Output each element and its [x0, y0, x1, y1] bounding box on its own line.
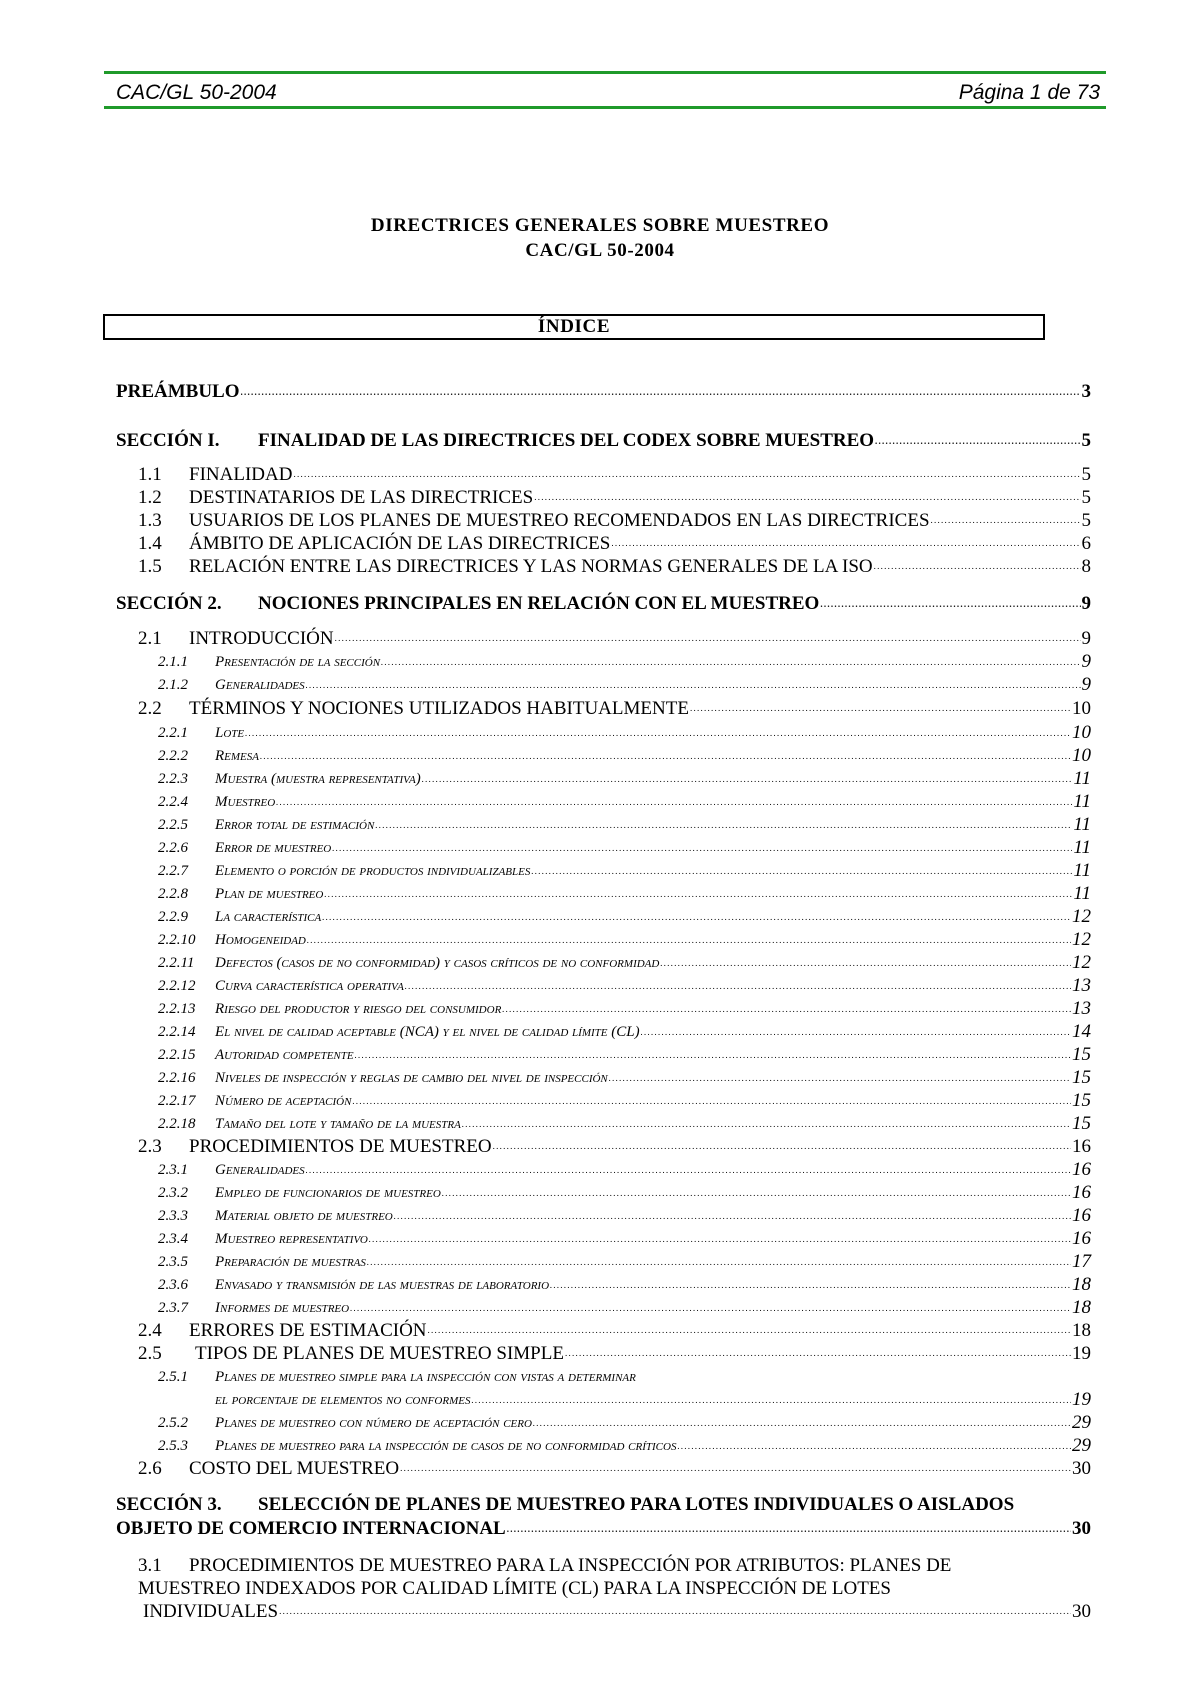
toc-entry-2-2-12[interactable]	[158, 975, 1091, 997]
toc-entry-text: Lote	[215, 725, 245, 741]
toc-number: 2.1	[138, 628, 162, 649]
toc-entry-text: NOCIONES PRINCIPALES EN RELACIÓN CON EL MUESTREO	[258, 593, 820, 614]
toc-page: 12	[1072, 906, 1091, 927]
toc-page: 15	[1072, 1044, 1091, 1065]
toc-number: 2.2	[138, 698, 162, 719]
toc-number: 2.5	[138, 1343, 162, 1364]
toc-page: 11	[1073, 883, 1091, 904]
toc-page: 30	[1072, 1601, 1091, 1622]
toc-entry-text: Muestreo	[215, 794, 276, 810]
toc-number: 2.2.8	[158, 886, 188, 902]
toc-entry-text: SELECCIÓN DE PLANES DE MUESTREO PARA LOTES INDIVIDUALES O AISLADOS	[258, 1494, 1015, 1515]
toc-number: 2.2.2	[158, 748, 188, 764]
toc-entry-text: Informes de muestreo	[215, 1300, 350, 1316]
toc-number: 1.5	[138, 556, 162, 577]
toc-section-number: SECCIÓN 3.	[116, 1494, 222, 1515]
toc-entry-preambulo[interactable]	[116, 380, 1091, 404]
toc-page: 9	[1081, 651, 1091, 672]
toc-section-number: SECCIÓN I.	[116, 430, 220, 451]
toc-page: 11	[1073, 860, 1091, 881]
toc-page: 16	[1072, 1159, 1091, 1180]
toc-entry-text: Planes de muestreo con número de aceptación cero	[215, 1415, 532, 1431]
toc-entry-seccion-1[interactable]	[116, 429, 1091, 453]
toc-entry-seccion-3-line1[interactable]	[116, 1493, 1091, 1517]
toc-page: 16	[1072, 1205, 1091, 1226]
toc-entry-2-2-2[interactable]	[158, 745, 1091, 767]
toc-number: 2.5.1	[158, 1369, 188, 1385]
toc-page: 11	[1073, 791, 1091, 812]
toc-leader	[422, 775, 1073, 790]
toc-number: 2.3.7	[158, 1300, 188, 1316]
toc-number: 1.4	[138, 533, 162, 554]
toc-number: 2.2.6	[158, 840, 188, 856]
toc-leader	[400, 1461, 1071, 1480]
toc-page: 12	[1072, 929, 1091, 950]
toc-leader	[355, 1051, 1071, 1066]
toc-entry-2-2-10[interactable]	[158, 929, 1091, 951]
toc-entry-text: Remesa	[215, 748, 259, 764]
toc-entry-text: Autoridad competente	[215, 1047, 354, 1063]
toc-leader	[332, 844, 1072, 859]
toc-leader	[306, 1166, 1071, 1181]
toc-page: 18	[1072, 1274, 1091, 1295]
toc-number: 2.2.7	[158, 863, 188, 879]
toc-page: 3	[1081, 381, 1091, 402]
toc-leader	[690, 701, 1071, 720]
toc-leader	[307, 936, 1071, 951]
toc-entry-3-1-line2[interactable]	[138, 1577, 1091, 1600]
toc-leader	[611, 536, 1080, 555]
toc-page: 18	[1072, 1320, 1091, 1341]
toc-entry-text: RELACIÓN ENTRE LAS DIRECTRICES Y LAS NORMAS GENERALES DE LA ISO	[189, 556, 873, 577]
toc-entry-text: ERRORES DE ESTIMACIÓN	[189, 1320, 427, 1341]
toc-number: 2.3.1	[158, 1162, 188, 1178]
toc-page: 11	[1073, 837, 1091, 858]
toc-leader	[352, 1097, 1071, 1112]
toc-entry-2-2-18[interactable]	[158, 1113, 1091, 1135]
toc-entry-text: Error total de estimación	[215, 817, 375, 833]
toc-leader	[306, 681, 1081, 696]
toc-entry-2-3-4[interactable]	[158, 1228, 1091, 1250]
toc-entry-text: El nivel de calidad aceptable (NCA) y el nivel de calidad límite (CL)	[215, 1024, 640, 1040]
toc-entry-2-2-6[interactable]	[158, 837, 1091, 859]
toc-leader	[820, 597, 1080, 616]
toc-leader	[531, 867, 1072, 882]
toc-entry-2-2-8[interactable]	[158, 883, 1091, 905]
toc-entry-text: INTRODUCCIÓN	[189, 628, 334, 649]
toc-number: 2.2.4	[158, 794, 188, 810]
toc-number: 2.2.9	[158, 909, 188, 925]
toc-entry-seccion-3-line2[interactable]	[116, 1517, 1091, 1541]
toc-entry-2-5-1-line2[interactable]	[215, 1389, 1091, 1411]
toc-entry-2-1[interactable]	[138, 627, 1091, 650]
toc-page: 16	[1072, 1228, 1091, 1249]
toc-page: 19	[1072, 1343, 1091, 1364]
toc-number: 2.4	[138, 1320, 162, 1341]
toc-entry-2-2-9[interactable]	[158, 906, 1091, 928]
toc-entry-text: INDIVIDUALES	[143, 1601, 279, 1622]
toc-leader	[245, 729, 1071, 744]
toc-leader	[462, 1120, 1071, 1135]
toc-page: 10	[1072, 698, 1091, 719]
toc-entry-2-2-5[interactable]	[158, 814, 1091, 836]
toc-page: 16	[1072, 1136, 1091, 1157]
toc-leader	[534, 490, 1080, 509]
toc-page: 29	[1072, 1435, 1091, 1456]
toc-page: 9	[1081, 628, 1091, 649]
toc-entry-text: OBJETO DE COMERCIO INTERNACIONAL	[116, 1518, 506, 1539]
toc-number: 2.2.11	[158, 955, 195, 971]
toc-entry-text: Generalidades	[215, 677, 305, 693]
toc-entry-text: USUARIOS DE LOS PLANES DE MUESTREO RECOMENDADOS EN LAS DIRECTRICES	[189, 510, 930, 531]
toc-entry-text: Planes de muestreo para la inspección de casos de no conformidad críticos	[215, 1438, 677, 1454]
toc-number: 2.2.18	[158, 1116, 196, 1132]
toc-leader	[322, 913, 1071, 928]
toc-entry-2-3-2[interactable]	[158, 1182, 1091, 1204]
toc-entry-text: Presentación de la sección	[215, 654, 381, 670]
toc-number: 3.1	[138, 1555, 162, 1576]
toc-number: 2.2.13	[158, 1001, 196, 1017]
toc-leader	[369, 1235, 1071, 1250]
toc-leader	[641, 1028, 1071, 1043]
document-code: CAC/GL 50-2004	[525, 240, 675, 261]
toc-entry-1-1[interactable]	[138, 463, 1091, 486]
toc-number: 2.3.6	[158, 1277, 188, 1293]
toc-entry-text: FINALIDAD DE LAS DIRECTRICES DEL CODEX SOBRE MUESTREO	[258, 430, 875, 451]
toc-number: 2.3.3	[158, 1208, 188, 1224]
toc-entry-2-2-4[interactable]	[158, 791, 1091, 813]
toc-leader	[350, 1304, 1071, 1319]
document-title: DIRECTRICES GENERALES SOBRE MUESTREO	[370, 215, 830, 236]
toc-entry-2-3-3[interactable]	[158, 1205, 1091, 1227]
toc-page: 17	[1072, 1251, 1091, 1272]
toc-number: 2.6	[138, 1458, 162, 1479]
toc-entry-3-1-line1[interactable]	[138, 1554, 1091, 1577]
toc-number: 2.2.17	[158, 1093, 196, 1109]
toc-entry-2-3-6[interactable]	[158, 1274, 1091, 1296]
toc-entry-text: Elemento o porción de productos individualizables	[215, 863, 531, 879]
toc-entry-text: MUESTREO INDEXADOS POR CALIDAD LÍMITE (CL) PARA LA INSPECCIÓN DE LOTES	[138, 1578, 891, 1599]
toc-entry-2-3-7[interactable]	[158, 1297, 1091, 1319]
toc-number: 2.2.12	[158, 978, 196, 994]
toc-entry-text: Envasado y transmisión de las muestras de laboratorio	[215, 1277, 550, 1293]
toc-entry-text: Curva característica operativa	[215, 978, 404, 994]
toc-number: 1.2	[138, 487, 162, 508]
toc-entry-text: DESTINATARIOS DE LAS DIRECTRICES	[189, 487, 534, 508]
toc-leader	[394, 1212, 1071, 1227]
toc-number: 2.2.5	[158, 817, 188, 833]
toc-leader	[367, 1258, 1071, 1273]
toc-entry-2-6[interactable]	[138, 1457, 1091, 1480]
toc-leader	[931, 513, 1081, 532]
header-rule-bottom	[104, 106, 1106, 109]
toc-entry-1-3[interactable]	[138, 509, 1091, 532]
toc-entry-2-3-1[interactable]	[158, 1159, 1091, 1181]
toc-entry-2-2-11[interactable]	[158, 952, 1091, 974]
toc-number: 2.3	[138, 1136, 162, 1157]
toc-page: 9	[1081, 593, 1091, 614]
toc-number: 2.2.1	[158, 725, 188, 741]
toc-entry-2-2-1[interactable]	[158, 722, 1091, 744]
toc-entry-text: Material objeto de muestreo	[215, 1208, 393, 1224]
toc-number: 2.2.3	[158, 771, 188, 787]
toc-page: 19	[1072, 1389, 1091, 1410]
toc-leader	[507, 1522, 1071, 1541]
toc-number: 2.3.5	[158, 1254, 188, 1270]
toc-entry-2-2-15[interactable]	[158, 1044, 1091, 1066]
toc-entry-1-5[interactable]	[138, 555, 1091, 578]
toc-page: 12	[1072, 952, 1091, 973]
toc-leader	[324, 890, 1072, 905]
toc-entry-2-2-17[interactable]	[158, 1090, 1091, 1112]
toc-page: 30	[1072, 1518, 1091, 1539]
toc-leader	[533, 1419, 1071, 1434]
toc-page: 8	[1081, 556, 1091, 577]
toc-page: 16	[1072, 1182, 1091, 1203]
toc-entry-2-5-1-line1[interactable]	[158, 1366, 1091, 1388]
toc-entry-text: La característica	[215, 909, 322, 925]
toc-page: 6	[1081, 533, 1091, 554]
toc-entry-2-2-16[interactable]	[158, 1067, 1091, 1089]
toc-leader	[660, 959, 1071, 974]
toc-number: 1.3	[138, 510, 162, 531]
toc-entry-text: Número de aceptación	[215, 1093, 352, 1109]
toc-entry-text: Riesgo del productor y riesgo del consumidor	[215, 1001, 502, 1017]
toc-leader	[471, 1396, 1071, 1411]
toc-page: 5	[1081, 464, 1091, 485]
header-page-number: Página 1 de 73	[958, 81, 1100, 104]
toc-page: 11	[1073, 814, 1091, 835]
toc-number: 2.2.14	[158, 1024, 196, 1040]
toc-page: 10	[1072, 745, 1091, 766]
toc-number: 1.1	[138, 464, 162, 485]
toc-number: 2.5.2	[158, 1415, 188, 1431]
toc-number: 2.1.1	[158, 654, 188, 670]
toc-page: 13	[1072, 998, 1091, 1019]
toc-entry-text: TÉRMINOS Y NOCIONES UTILIZADOS HABITUALMENTE	[189, 698, 689, 719]
toc-entry-2-5-3[interactable]	[158, 1435, 1091, 1457]
toc-leader	[381, 658, 1080, 673]
toc-entry-2-2-13[interactable]	[158, 998, 1091, 1020]
toc-leader	[335, 631, 1081, 650]
toc-leader	[565, 1346, 1071, 1365]
toc-entry-text: PROCEDIMIENTOS DE MUESTREO	[189, 1136, 492, 1157]
toc-page: 14	[1072, 1021, 1091, 1042]
toc-entry-2-2[interactable]	[138, 697, 1091, 720]
toc-entry-1-4[interactable]	[138, 532, 1091, 555]
toc-entry-text: Muestreo representativo	[215, 1231, 368, 1247]
toc-page: 15	[1072, 1113, 1091, 1134]
toc-section-number: SECCIÓN 2.	[116, 593, 222, 614]
toc-leader	[279, 1604, 1071, 1623]
toc-entry-text: Error de muestreo	[215, 840, 332, 856]
toc-number: 2.3.4	[158, 1231, 188, 1247]
toc-entry-2-2-14[interactable]	[158, 1021, 1091, 1043]
toc-number: 2.2.10	[158, 932, 196, 948]
toc-page: 5	[1081, 487, 1091, 508]
toc-page: 13	[1072, 975, 1091, 996]
toc-entry-text: Plan de muestreo	[215, 886, 324, 902]
index-heading: ÍNDICE	[103, 314, 1045, 340]
toc-page: 29	[1072, 1412, 1091, 1433]
toc-entry-2-4[interactable]	[138, 1319, 1091, 1342]
toc-page: 11	[1073, 768, 1091, 789]
toc-leader	[502, 1005, 1071, 1020]
toc-leader	[874, 559, 1081, 578]
toc-leader	[677, 1442, 1071, 1457]
header-doc-code: CAC/GL 50-2004	[116, 81, 277, 104]
toc-entry-text: PROCEDIMIENTOS DE MUESTREO PARA LA INSPECCIÓN POR ATRIBUTOS: PLANES DE	[189, 1555, 952, 1576]
toc-page: 18	[1072, 1297, 1091, 1318]
toc-entry-2-5[interactable]	[138, 1342, 1091, 1365]
toc-entry-text: Generalidades	[215, 1162, 305, 1178]
toc-entry-2-3[interactable]	[138, 1135, 1091, 1158]
toc-entry-text: el porcentaje de elementos no conformes	[215, 1392, 471, 1408]
toc-leader	[609, 1074, 1071, 1089]
toc-leader	[405, 982, 1071, 997]
toc-leader	[875, 434, 1080, 453]
toc-number: 2.3.2	[158, 1185, 188, 1201]
toc-entry-text: ÁMBITO DE APLICACIÓN DE LAS DIRECTRICES	[189, 533, 611, 554]
toc-entry-2-1-1[interactable]	[158, 651, 1091, 673]
toc-entry-2-5-2[interactable]	[158, 1412, 1091, 1434]
toc-entry-text: TIPOS DE PLANES DE MUESTREO SIMPLE	[195, 1343, 564, 1364]
toc-entry-text: Muestra (muestra representativa)	[215, 771, 421, 787]
toc-page: 9	[1081, 674, 1091, 695]
toc-leader	[493, 1139, 1071, 1158]
toc-entry-2-2-7[interactable]	[158, 860, 1091, 882]
toc-entry-text: Defectos (casos de no conformidad) y casos críticos de no conformidad	[215, 955, 660, 971]
toc-entry-text: Planes de muestreo simple para la inspección con vistas a determinar	[215, 1369, 636, 1385]
toc-leader	[241, 385, 1081, 404]
toc-entry-3-1-line3[interactable]	[143, 1600, 1091, 1623]
toc-number: 2.2.16	[158, 1070, 196, 1086]
toc-entry-text: PREÁMBULO	[116, 381, 240, 402]
toc-leader	[428, 1323, 1071, 1342]
toc-entry-text: Empleo de funcionarios de muestreo	[215, 1185, 441, 1201]
toc-number: 2.2.15	[158, 1047, 196, 1063]
toc-entry-text: Tamaño del lote y tamaño de la muestra	[215, 1116, 461, 1132]
toc-number: 2.1.2	[158, 677, 188, 693]
toc-entry-text: Preparación de muestras	[215, 1254, 366, 1270]
toc-entry-2-2-3[interactable]	[158, 768, 1091, 790]
toc-leader	[293, 467, 1080, 486]
toc-page: 30	[1072, 1458, 1091, 1479]
toc-leader	[550, 1281, 1071, 1296]
toc-entry-text: Niveles de inspección y reglas de cambio del nivel de inspección	[215, 1070, 608, 1086]
toc-page: 15	[1072, 1090, 1091, 1111]
toc-leader	[260, 752, 1071, 767]
toc-entry-text: Homogeneidad	[215, 932, 306, 948]
toc-entry-1-2[interactable]	[138, 486, 1091, 509]
toc-page: 5	[1081, 430, 1091, 451]
toc-entry-2-1-2[interactable]	[158, 674, 1091, 696]
toc-number: 2.5.3	[158, 1438, 188, 1454]
toc-page: 10	[1072, 722, 1091, 743]
toc-entry-text: FINALIDAD	[189, 464, 293, 485]
toc-leader	[276, 798, 1072, 813]
toc-leader	[375, 821, 1072, 836]
toc-entry-text: COSTO DEL MUESTREO	[189, 1458, 400, 1479]
toc-page: 15	[1072, 1067, 1091, 1088]
toc-leader	[442, 1189, 1071, 1204]
header-rule-top	[104, 71, 1106, 74]
toc-entry-2-3-5[interactable]	[158, 1251, 1091, 1273]
toc-entry-seccion-2[interactable]	[116, 592, 1091, 616]
toc-page: 5	[1081, 510, 1091, 531]
